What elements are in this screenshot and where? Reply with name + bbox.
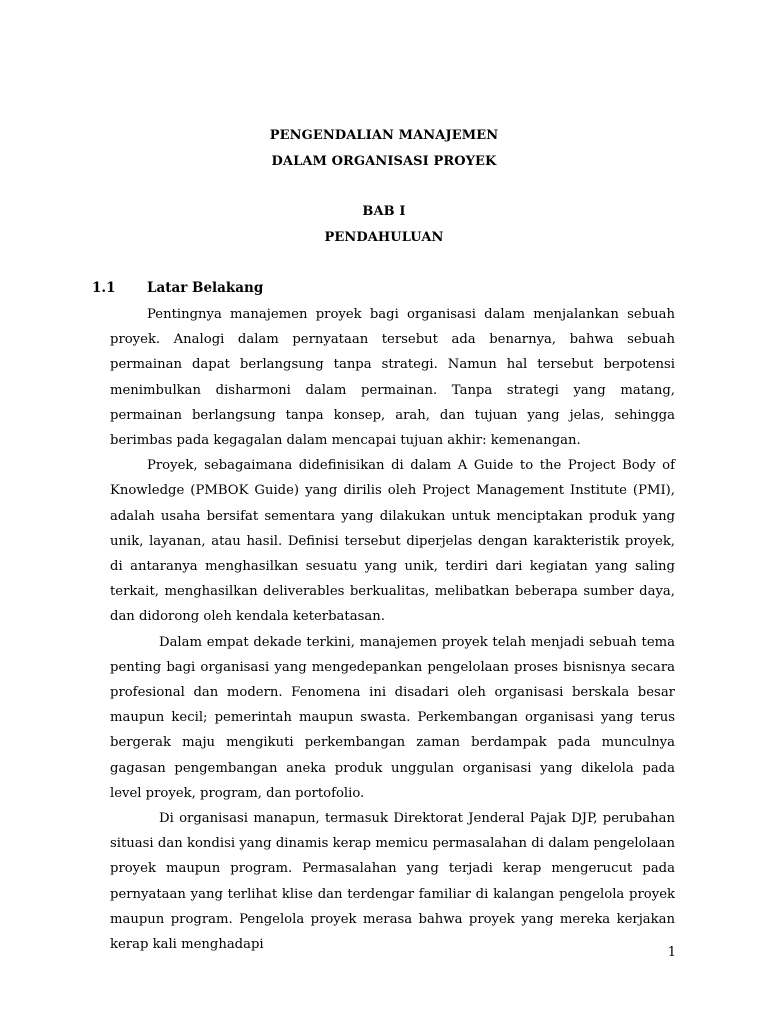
paragraph: Dalam empat dekade terkini, manajemen proyek telah menjadi sebuah tema penting bagi organisasi yang mengedepankan pengelolaan proses bisnisnya secara profesional dan modern. Fenomena ini disadari oleh organisasi berskala besar maupun kecil; pemerintah maupun swasta. Perkembangan organisasi yang terus bergerak maju mengikuti perkembangan zaman berdampak pada munculnya gagasan pengembangan aneka produk unggulan organisasi yang dikelola pada level proyek, program, dan portofolio. [110,634,675,801]
body-text [110,302,675,957]
document-title-line-2: DALAM ORGANISASI PROYEK [271,154,497,169]
paragraph: Di organisasi manapun, termasuk Direktorat Jenderal Pajak DJP, perubahan situasi dan kondisi yang dinamis kerap memicu permasalahan di dalam pengelolaan proyek maupun program. Permasalahan yang terjadi kerap mengerucut pada pernyataan yang terlihat klise dan terdengar familiar di kalangan pengelola proyek maupun program. Pengelola proyek merasa bahwa proyek yang mereka kerjakan kerap kali menghadapi [110,811,675,953]
page-number: 1 [667,945,676,960]
paragraph: Pentingnya manajemen proyek bagi organisasi dalam menjalankan sebuah proyek. Analogi dalam pernyataan tersebut ada benarnya, bahwa sebuah permainan dapat berlangsung tanpa strategi. Namun hal tersebut berpotensi menimbulkan disharmoni dalam permainan. Tanpa strategi yang matang, permainan berlangsung tanpa konsep, arah, dan tujuan yang jelas, sehingga berimbas pada kegagalan dalam mencapai tujuan akhir: kemenangan. [110,307,675,449]
chapter-label: BAB I [362,204,406,219]
chapter-title: PENDAHULUAN [324,230,444,245]
section-number: 1.1 [92,280,116,296]
section-title: Latar Belakang [147,280,264,296]
document-title-line-1: PENGENDALIAN MANAJEMEN [269,128,499,143]
paragraph: Proyek, sebagaimana didefinisikan di dalam A Guide to the Project Body of Knowledge (PMBOK Guide) yang dirilis oleh Project Management Institute (PMI), adalah usaha bersifat sementara yang dilakukan untuk menciptakan produk yang unik, layanan, atau hasil. Definisi tersebut diperjelas dengan karakteristik proyek, di antaranya menghasilkan sesuatu yang unik, terdiri dari kegiatan yang saling terkait, menghasilkan deliverables berkualitas, melibatkan beberapa sumber daya, dan didorong oleh kendala keterbatasan. [110,458,675,625]
